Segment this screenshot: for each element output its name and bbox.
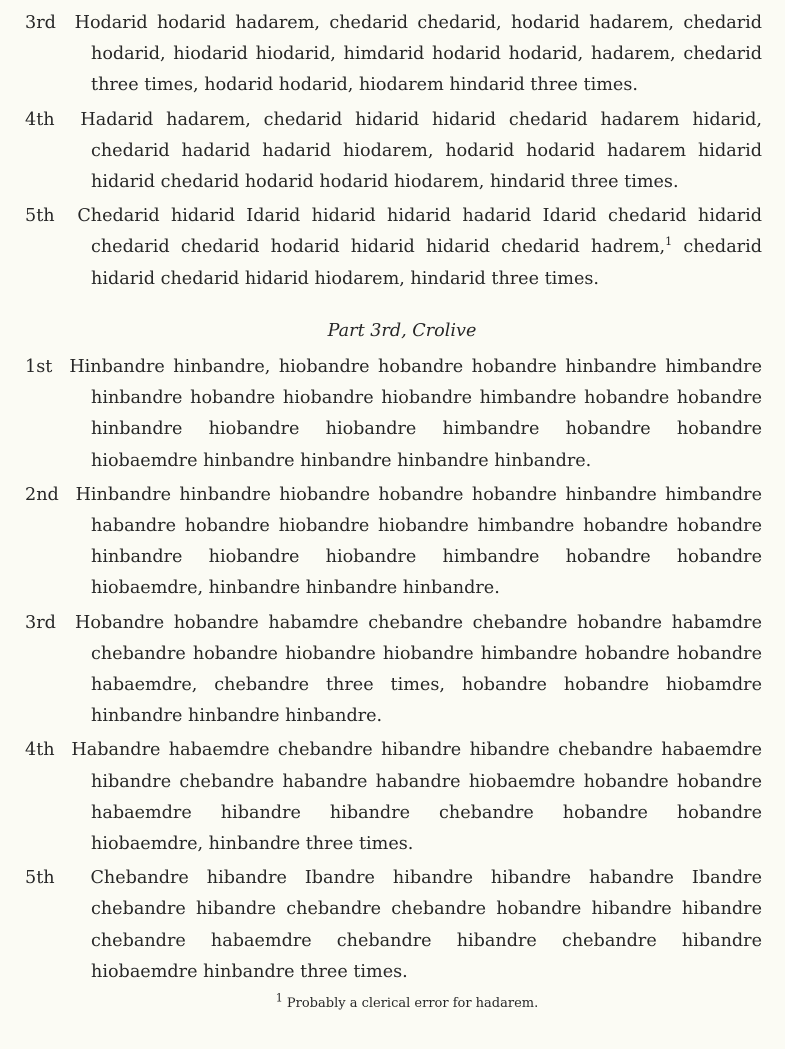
verse-text: Hodarid hodarid hadarem, chedarid chedarid, hodarid hadarem, chedarid hodarid, hiodarid hiodarid, himdarid hodarid hodarid, hadarem, chedarid three times, hodarid hodarid, hiodarem hindarid three times.: [74, 13, 762, 96]
verse-text: Chebandre hibandre Ibandre hibandre hibandre habandre Ibandre chebandre hibandre chebandre chebandre hobandre hibandre hibandre chebandre habaemdre chebandre hibandre chebandre hibandre hiobaemdre hinbandre three times.: [90, 868, 762, 982]
verse-entry: [22, 352, 762, 477]
verse-entry: [22, 863, 762, 988]
verse-number: 5th: [25, 206, 55, 227]
verse-entry: [22, 8, 762, 102]
verse-number: 2nd: [25, 484, 59, 505]
verse-entry: [22, 105, 762, 199]
verse-text: Hobandre hobandre habamdre chebandre chebandre hobandre habamdre chebandre hobandre hiobandre hiobandre himbandre hobandre hobandre habaemdre, chebandre three times, hobandre hobandre hiobamdre hinbandre hinbandre hinbandre.: [75, 612, 762, 727]
verse-text: Hadarid hadarem, chedarid hidarid hidarid chedarid hadarem hidarid, chedarid hadarid hadarid hiodarem, hodarid hodarid hadarem hidarid hidarid chedarid hodarid hodarid hiodarem, hindarid three times.: [80, 109, 762, 193]
verse-number: 1st: [25, 357, 53, 378]
verse-number: 3rd: [25, 13, 56, 33]
footnote-text: Probably a clerical error for hadarem.: [282, 996, 539, 1012]
footnote-marker: 1: [665, 235, 673, 249]
verse-entry: [22, 735, 762, 860]
verse-number: 3rd: [25, 612, 56, 633]
footnote: [22, 991, 762, 1014]
verse-entry: [22, 201, 762, 295]
verse-entry: [22, 480, 762, 605]
verse-text: Chedarid hidarid Idarid hidarid hidarid hadarid Idarid chedarid hidarid chedarid chedarid hodarid hidarid hidarid chedarid hadrem,: [77, 206, 762, 258]
section-part-2-continued: [22, 8, 762, 295]
verse-number: 4th: [25, 740, 55, 761]
verse-entry: [22, 608, 762, 733]
verse-text-continued: chedarid hidarid chedarid hidarid hiodarem, hindarid three times.: [91, 237, 762, 289]
footnote-number: 1: [275, 991, 283, 1005]
verse-text: Hinbandre hinbandre hiobandre hobandre hobandre hinbandre himbandre habandre hobandre hiobandre hiobandre himbandre hobandre hobandre hinbandre hiobandre hiobandre himbandre hobandre hobandre hiobaemdre, hinbandre hinbandre hinbandre.: [75, 484, 762, 599]
section-part-3: [22, 352, 762, 988]
document-page: [22, 8, 762, 1027]
verse-text: Habandre habaemdre chebandre hibandre hibandre chebandre habaemdre hibandre chebandre habandre habandre hiobaemdre hobandre hobandre habaemdre hibandre hibandre chebandre hobandre hobandre hiobaemdre, hinbandre three times.: [71, 740, 762, 855]
verse-text: Hinbandre hinbandre, hiobandre hobandre hobandre hinbandre himbandre hinbandre hobandre hiobandre hiobandre himbandre hobandre hobandre hinbandre hiobandre hiobandre himbandre hobandre hobandre hiobaemdre hinbandre hinbandre hinbandre hinbandre.: [69, 357, 762, 471]
verse-number: 5th: [25, 868, 55, 889]
verse-number: 4th: [25, 109, 55, 130]
part-heading: Part 3rd, Crolive: [327, 320, 477, 341]
